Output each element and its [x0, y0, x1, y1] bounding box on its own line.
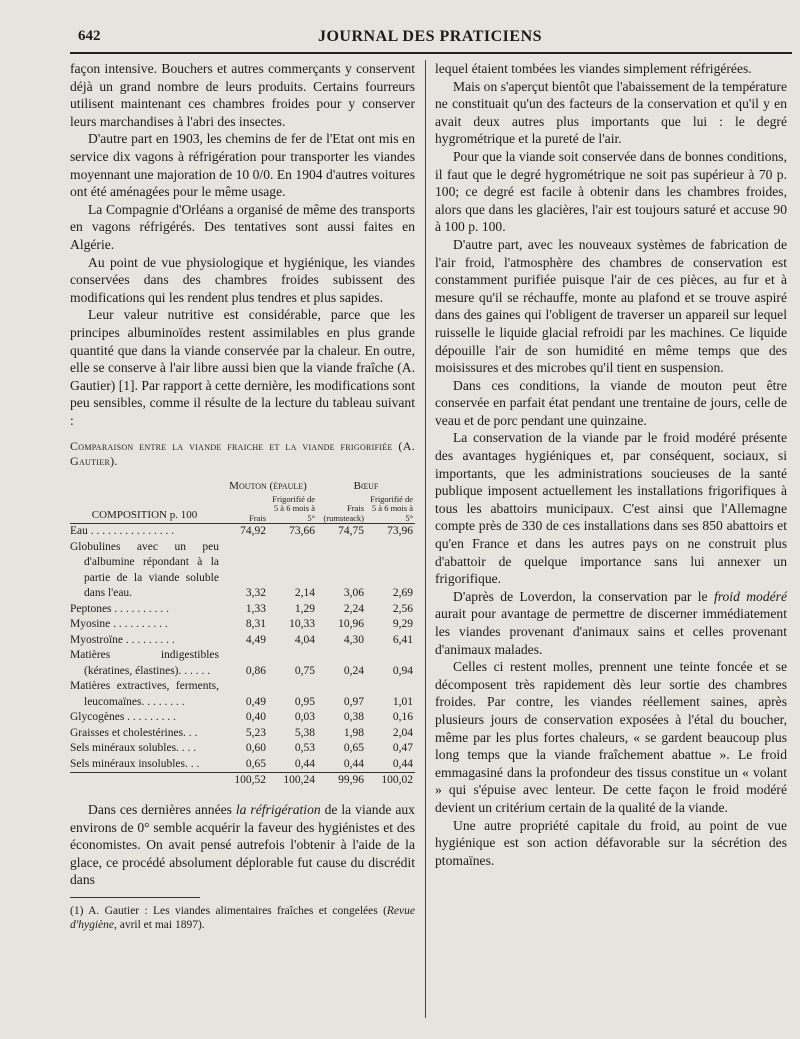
row-label: Myosine . . . . . . . . . .	[70, 618, 168, 631]
text: Dans ces dernières années	[88, 801, 236, 817]
table-row	[70, 633, 415, 649]
cell: 4,30	[343, 633, 364, 646]
cell: 4,04	[294, 633, 315, 646]
cell: 3,32	[245, 587, 266, 600]
cell: 0,75	[294, 664, 315, 677]
emphasis: froid modéré	[713, 588, 787, 604]
total-cell: 100,02	[366, 773, 415, 789]
footnote	[70, 904, 415, 932]
table-row	[70, 679, 415, 710]
cell: 0,40	[245, 711, 266, 724]
total-cell: 100,52	[219, 773, 268, 789]
table-row	[70, 524, 415, 540]
header-rule	[70, 52, 792, 54]
cell: 0,44	[392, 757, 413, 770]
group-header-mouton: Mouton (épaule)	[229, 480, 307, 493]
paragraph: Une autre propriété capitale du froid, au point de vue hygiénique est son action défavorable sur la sécrétion des ptomaïnes.	[435, 817, 787, 868]
text: , avril et mai 1897).	[113, 918, 205, 931]
cell: 1,29	[294, 602, 315, 615]
paragraph: Au point de vue physiologique et hygiénique, les viandes conservées dans des chambres froides subissent des modifications qui les rendent plus tendres et plus sapides.	[70, 254, 415, 305]
cell: 74,92	[219, 524, 268, 540]
cell: 0,95	[294, 695, 315, 708]
table-row	[70, 757, 415, 773]
cell: 0,97	[343, 695, 364, 708]
row-label: Sels minéraux solubles. . . .	[70, 742, 197, 755]
cell: 5,38	[294, 726, 315, 739]
column-header: Frais (rumsteack)	[323, 503, 364, 523]
cell: 0,65	[343, 742, 364, 755]
total-cell: 100,24	[268, 773, 317, 789]
journal-title: JOURNAL DES PRATICIENS	[317, 28, 543, 45]
paragraph: D'autre part, avec les nouveaux systèmes de fabrication de l'air froid, l'atmosphère des chambres de conservation est constamment purifiée puisque l'air de ces pièces, au fur et à mesure qu'il se réchauffe, monte au plafond et se trouve aspiré dans des gaines qui l'obligent de traverser un appareil sur lequel ruisselle le liquide glacial refroidi par les machines. Ce liquide dépouille l'air de son humidité en même temps que des moisissures et des microbes qu'il tient en suspension.	[435, 236, 787, 376]
comparison-table	[70, 479, 415, 789]
table-row	[70, 726, 415, 742]
cell: 0,44	[294, 757, 315, 770]
paragraph: lequel étaient tombées les viandes simplement réfrigérées.	[435, 61, 752, 76]
paragraph	[70, 801, 415, 889]
cell: 2,69	[392, 587, 413, 600]
cell: 10,96	[338, 618, 364, 631]
cell: 8,31	[245, 618, 266, 631]
right-column	[435, 60, 787, 869]
row-label: Graisses et cholestérines. . .	[70, 726, 198, 739]
cell: 10,33	[289, 618, 315, 631]
paragraph: La Compagnie d'Orléans a organisé de même des transports en vagons réfrigérés. Des tentatives sont aussi faites en Algérie.	[70, 201, 415, 252]
column-header: Frais	[249, 512, 266, 523]
table-row	[70, 741, 415, 757]
cell: 0,60	[245, 742, 266, 755]
row-label: Globulines avec un peu d'albumine répondant à la partie de la viande soluble dans l'eau.	[70, 540, 219, 600]
column-header: Frigorifié de 5 à 6 mois à 5°	[370, 493, 413, 523]
text: de la viande aux environs de 0° semble acquérir la faveur des hygiénistes et des économistes. On avait pensé autrefois l'obtenir à l'aide de la glace, ce procédé absolument déplorable fut cause du discrédit dans	[70, 801, 415, 888]
table-row	[70, 617, 415, 633]
cell: 0,86	[245, 664, 266, 677]
column-header: Frigorifié de 5 à 6 mois à 5°	[272, 493, 315, 523]
row-label: Matières indigestibles (kératines, élastines). . . . . .	[70, 649, 219, 677]
group-header-boeuf: Bœuf	[353, 480, 379, 493]
paragraph: La conservation de la viande par le froid modéré présente des avantages hygiéniques et, par conséquent, sociaux, si importants, que les administrations soucieuses de la santé publique imposent actuellement les installations frigorifiques à tous les abattoirs municipaux. C'est ainsi que l'Allemagne compte près de 330 de ces installations dans ses 850 abattoirs et qu'en France et dans les autres pays on ne construit plus d'abattoir de quelque importance sans lui annexer un frigorifique.	[435, 430, 787, 587]
cell: 5,23	[245, 726, 266, 739]
cell: 73,66	[268, 524, 317, 540]
cell: 1,98	[343, 726, 364, 739]
cell: 73,96	[366, 524, 415, 540]
cell: 2,14	[294, 587, 315, 600]
cell: 0,65	[245, 757, 266, 770]
row-label: Glycogènes . . . . . . . . .	[70, 711, 177, 724]
cell: 1,01	[392, 695, 413, 708]
page-header	[70, 28, 790, 50]
column-rule	[425, 60, 426, 1018]
cell: 2,24	[343, 602, 364, 615]
cell: 0,44	[343, 757, 364, 770]
page-number: 642	[78, 28, 101, 44]
cell: 0,53	[294, 742, 315, 755]
row-label: Matières extractives, ferments, leucomaïnes. . . . . . . .	[70, 680, 219, 708]
table-row	[70, 602, 415, 618]
cell: 0,94	[392, 664, 413, 677]
paragraph: façon intensive. Bouchers et autres commerçants y conservent déjà un grand nombre de leurs produits. Certains fourreurs utilisent maintenant ces chambres froides pour y conserver leurs marchandises à l'abri des insectes.	[70, 61, 415, 129]
cell: 0,03	[294, 711, 315, 724]
cell: 0,38	[343, 711, 364, 724]
row-label: Peptones . . . . . . . . . .	[70, 602, 170, 615]
cell: 3,06	[343, 587, 364, 600]
row-label: Myostroïne . . . . . . . . .	[70, 633, 175, 646]
composition-header: COMPOSITION p. 100	[91, 508, 198, 521]
paragraph: Mais on s'aperçut bientôt que l'abaissement de la température ne constituait qu'un des facteurs de la conservation et qu'il y en avait deux autres plus importants que lui : le degré hygrométrique et la pureté de l'air.	[435, 78, 787, 147]
table-caption-text: Comparaison entre la viande fraiche et la viande frigorifiée (A. Gautier).	[70, 439, 415, 469]
paragraph: Leur valeur nutritive est considérable, parce que les principes albuminoïdes restent assimilables en plus grande quantité que dans la viande conservée par la chaleur. En outre, elle se conserve à l'air libre aussi bien que la viande fraîche (A. Gautier) [1]. Par rapport à cette dernière, les modifications sont peu sensibles, comme il résulte de la lecture du tableau suivant :	[70, 307, 415, 428]
row-label: Eau . . . . . . . . . . . . . . .	[70, 524, 219, 540]
cell: 9,29	[392, 618, 413, 631]
paragraph	[435, 588, 787, 658]
cell: 4,49	[245, 633, 266, 646]
table-row	[70, 710, 415, 726]
cell: 6,41	[392, 633, 413, 646]
cell: 2,56	[392, 602, 413, 615]
text: aurait pour avantage de permettre de discerner immédiatement les viandes provenant d'animaux sains et celles provenant d'animaux malades.	[435, 606, 787, 657]
table-caption	[70, 439, 415, 469]
table-row	[70, 648, 415, 679]
text: (1) A. Gautier : Les viandes alimentaires fraîches et congelées (	[70, 904, 387, 917]
row-label: Sels minéraux insolubles. . .	[70, 757, 200, 770]
emphasis: Revue d'hygiène	[70, 904, 415, 931]
total-cell: 99,96	[317, 773, 366, 789]
cell: 0,49	[245, 695, 266, 708]
cell: 1,33	[245, 602, 266, 615]
paragraph: Dans ces conditions, la viande de mouton peut être conservée en parfait état pendant une trentaine de jours, celle de veau et de porc pendant une quinzaine.	[435, 377, 787, 428]
cell: 2,04	[392, 726, 413, 739]
cell: 74,75	[317, 524, 366, 540]
paragraph: Pour que la viande soit conservée dans de bonnes conditions, il faut que le degré hygrométrique ne soit pas supérieur à 70 p. 100; ce degré est facile à obtenir dans les chambres froides, alors que dans les glacières, l'air est toujours saturé et accuse 90 à 100 p. 100.	[435, 148, 787, 235]
left-column	[70, 60, 415, 932]
footnote-rule	[70, 897, 200, 898]
paragraph: Celles ci restent molles, prennent une teinte foncée et se décomposent très rapidement dès leur sortie des chambres froides. Par contre, les viandes réellement saines, après plusieurs jours de conservation exposées à l'étal du boucher, même par les plus fortes chaleurs, « se gardent beaucoup plus long temps que la viande fraîchement abattue ». Le froid emmagasiné dans la profondeur des tissus constitue un « volant » qui s'épuise avec lenteur. De cette façon le froid modéré devient un critérium certain de la qualité de la viande.	[435, 659, 787, 815]
cell: 0,47	[392, 742, 413, 755]
emphasis: la réfrigération	[235, 801, 321, 817]
table-row	[70, 540, 415, 602]
paragraph: D'autre part en 1903, les chemins de fer de l'Etat ont mis en service dix vagons à réfrigération pour transporter les viandes moyennant une majoration de 10 0/0. En 1904 d'autres voitures ont été aménagées pour le même usage.	[70, 131, 415, 200]
text: D'après de Loverdon, la conservation par le	[453, 588, 714, 604]
totals-row	[70, 773, 415, 789]
cell: 0,16	[392, 711, 413, 724]
cell: 0,24	[343, 664, 364, 677]
